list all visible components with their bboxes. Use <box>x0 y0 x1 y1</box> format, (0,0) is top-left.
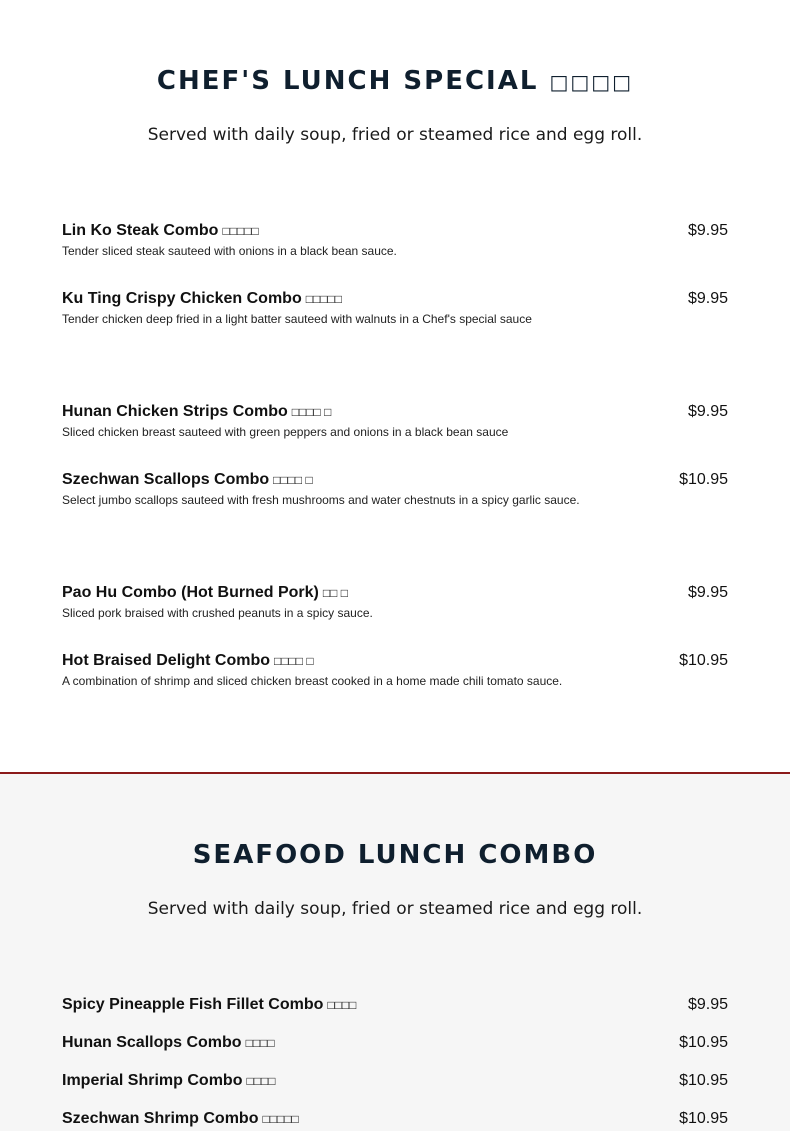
menu-item-description: Tender sliced steak sauteed with onions in a black bean sauce. <box>62 244 397 258</box>
menu-item-description: Sliced pork braised with crushed peanuts in a spicy sauce. <box>62 606 373 620</box>
menu-item-price: $10.95 <box>679 471 728 488</box>
menu-item <box>62 290 728 326</box>
menu-item-description: A combination of shrimp and sliced chicken breast cooked in a home made chili tomato sauce. <box>62 674 563 688</box>
menu-item-name: Lin Ko Steak Combo □□□□□ <box>62 222 259 239</box>
menu-item-name: Hot Braised Delight Combo □□□□ □ <box>62 652 314 669</box>
menu-item-price: $9.95 <box>687 584 728 601</box>
lunch-special-subtitle: Served with daily soup, fried or steamed rice and egg roll. <box>147 125 643 145</box>
menu-item-name: Ku Ting Crispy Chicken Combo □□□□□ <box>62 290 342 307</box>
lunch-special-title: CHEF'S LUNCH SPECIAL □□□□ <box>156 66 634 96</box>
menu-item-price: $9.95 <box>687 222 728 239</box>
menu-item <box>62 1034 728 1054</box>
menu-item-price: $9.95 <box>687 290 728 307</box>
seafood-combo-subtitle: Served with daily soup, fried or steamed rice and egg roll. <box>147 899 643 919</box>
menu-item <box>62 403 728 439</box>
menu-item-name: Hunan Scallops Combo □□□□ <box>62 1034 275 1051</box>
menu-item-name: Pao Hu Combo (Hot Burned Pork) □□ □ <box>62 584 348 601</box>
menu-item <box>62 222 728 258</box>
seafood-combo-section <box>0 774 790 1131</box>
menu-item <box>62 584 728 620</box>
menu-item-price: $9.95 <box>687 403 728 420</box>
menu-item <box>62 1110 728 1130</box>
menu-item-price: $10.95 <box>679 1072 728 1089</box>
menu-item <box>62 471 728 507</box>
menu-item-price: $10.95 <box>679 1034 728 1051</box>
menu-item-description: Select jumbo scallops sauteed with fresh mushrooms and water chestnuts in a spicy garlic sauce. <box>62 493 580 507</box>
menu-item-name: Imperial Shrimp Combo □□□□ <box>62 1072 276 1089</box>
menu-item <box>62 1072 728 1092</box>
menu-item-price: $9.95 <box>687 996 728 1013</box>
seafood-combo-title: SEAFOOD LUNCH COMBO <box>192 840 598 870</box>
menu-item-price: $10.95 <box>679 652 728 669</box>
menu-item <box>62 996 728 1016</box>
menu-item-name: Hunan Chicken Strips Combo □□□□ □ <box>62 403 332 420</box>
menu-item-description: Sliced chicken breast sauteed with green peppers and onions in a black bean sauce <box>62 425 509 439</box>
menu-item-name: Spicy Pineapple Fish Fillet Combo □□□□ <box>62 996 357 1013</box>
menu-item-price: $10.95 <box>679 1110 728 1127</box>
menu-item-description: Tender chicken deep fried in a light batter sauteed with walnuts in a Chef's special sauce <box>62 312 532 326</box>
menu-item <box>62 652 728 688</box>
menu-item-name: Szechwan Scallops Combo □□□□ □ <box>62 471 313 488</box>
menu-item-name: Szechwan Shrimp Combo □□□□□ <box>62 1110 299 1127</box>
